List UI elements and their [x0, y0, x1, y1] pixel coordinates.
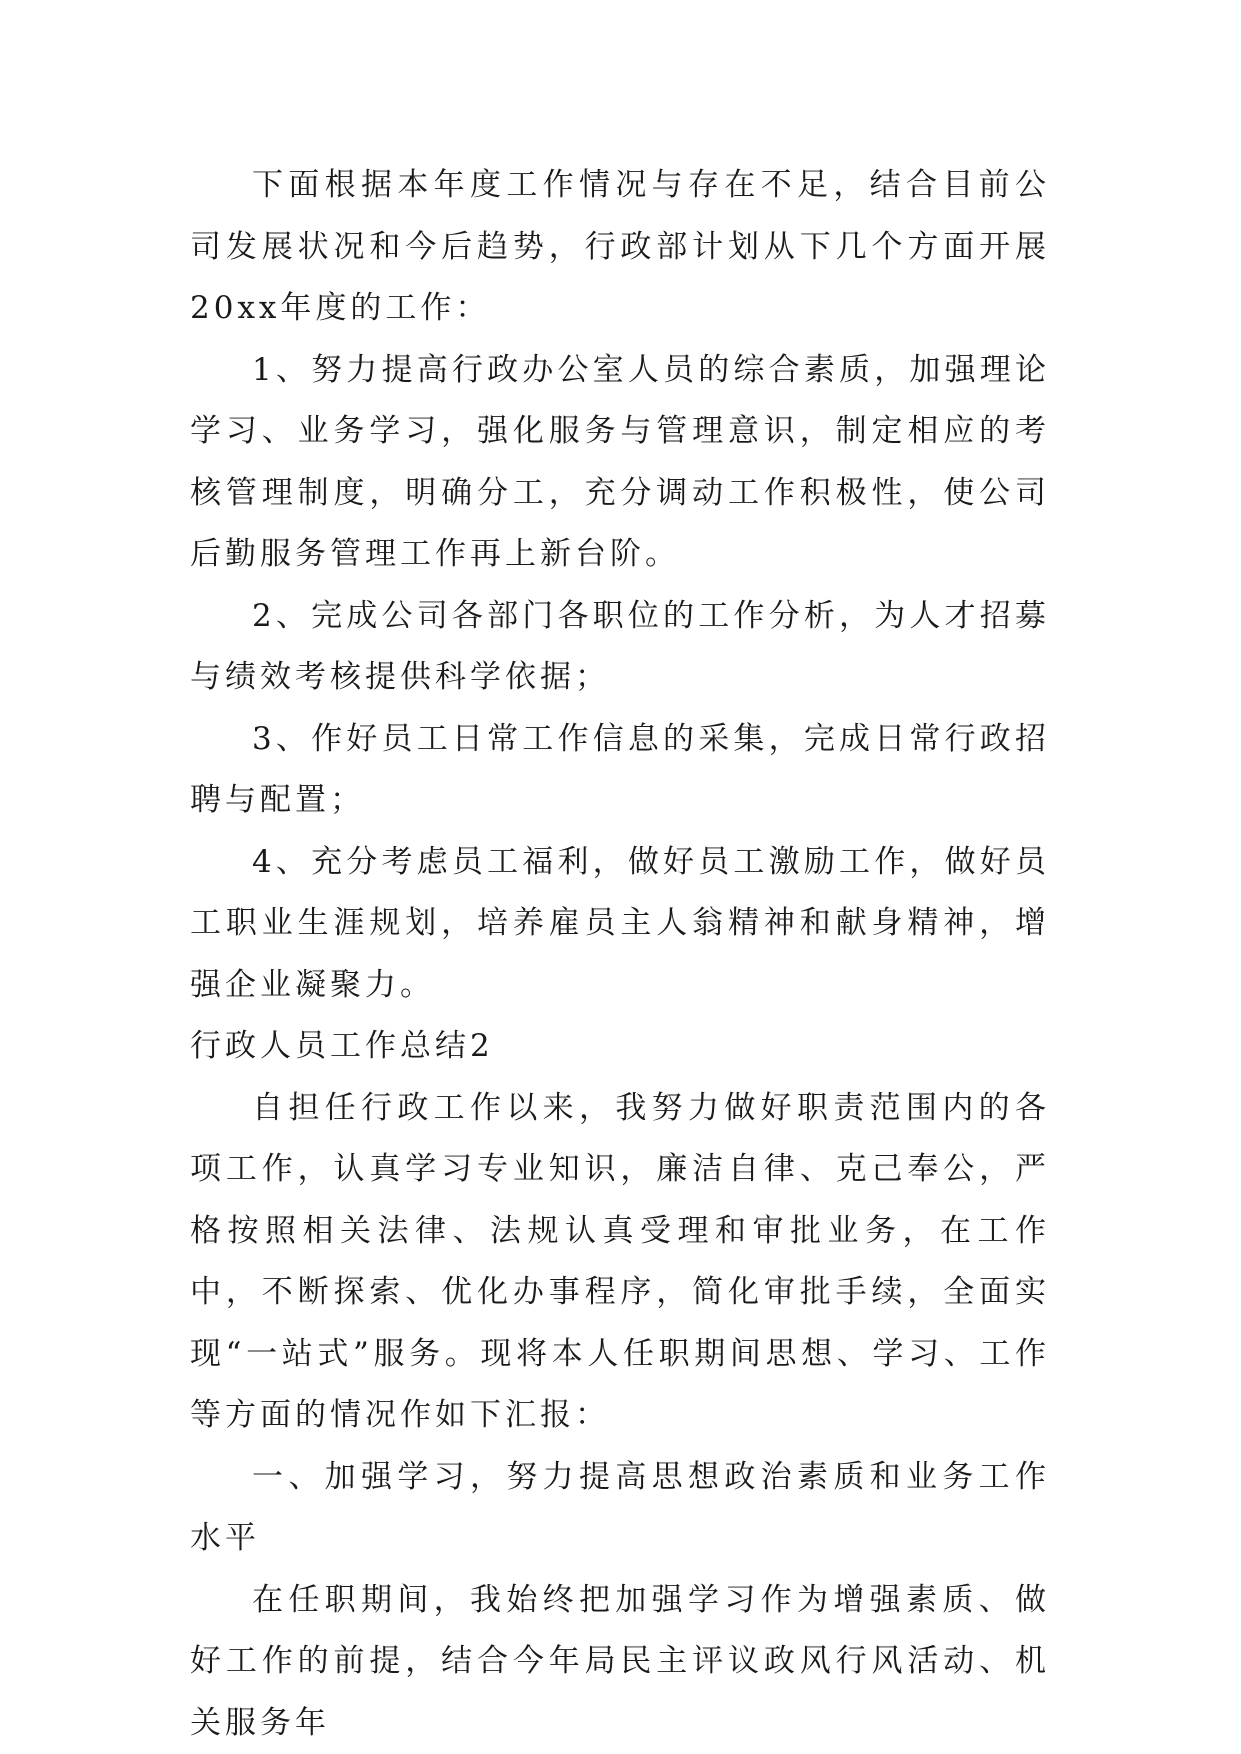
section-title: 行政人员工作总结2 — [190, 1028, 494, 1064]
paragraph-study-details: 在任职期间，我始终把加强学习作为增强素质、做好工作的前提，结合今年局民主评议政风行风活动、机关服务年 — [190, 1581, 1050, 1741]
paragraph-plan-intro: 下面根据本年度工作情况与存在不足，结合目前公司发展状况和今后趋势，行政部计划从下几个方面开展20xx年度的工作： — [190, 167, 1050, 326]
paragraph-plan-item-4: 4、充分考虑员工福利，做好员工激励工作，做好员工职业生涯规划，培养雇员主人翁精神和献身精神，增强企业凝聚力。 — [190, 843, 1050, 1003]
paragraph-plan-item-3: 3、作好员工日常工作信息的采集，完成日常行政招聘与配置； — [190, 720, 1050, 818]
paragraph-plan-item-1: 1、努力提高行政办公室人员的综合素质，加强理论学习、业务学习，强化服务与管理意识，制定相应的考核管理制度，明确分工，充分调动工作积极性，使公司后勤服务管理工作再上新台阶。 — [190, 351, 1050, 572]
paragraph-summary-intro: 自担任行政工作以来，我努力做好职责范围内的各项工作，认真学习专业知识，廉洁自律、克己奉公，严格按照相关法律、法规认真受理和审批业务，在工作中，不断探索、优化办事程序，简化审批手续，全面实现“一站式”服务。现将本人任职期间思想、学习、工作等方面的情况作如下汇报： — [190, 1089, 1050, 1433]
paragraph-section-heading-1: 一、加强学习，努力提高思想政治素质和业务工作水平 — [190, 1458, 1050, 1556]
paragraph-plan-item-2: 2、完成公司各部门各职位的工作分析，为人才招募与绩效考核提供科学依据； — [190, 597, 1050, 695]
document-body — [190, 155, 1050, 1754]
